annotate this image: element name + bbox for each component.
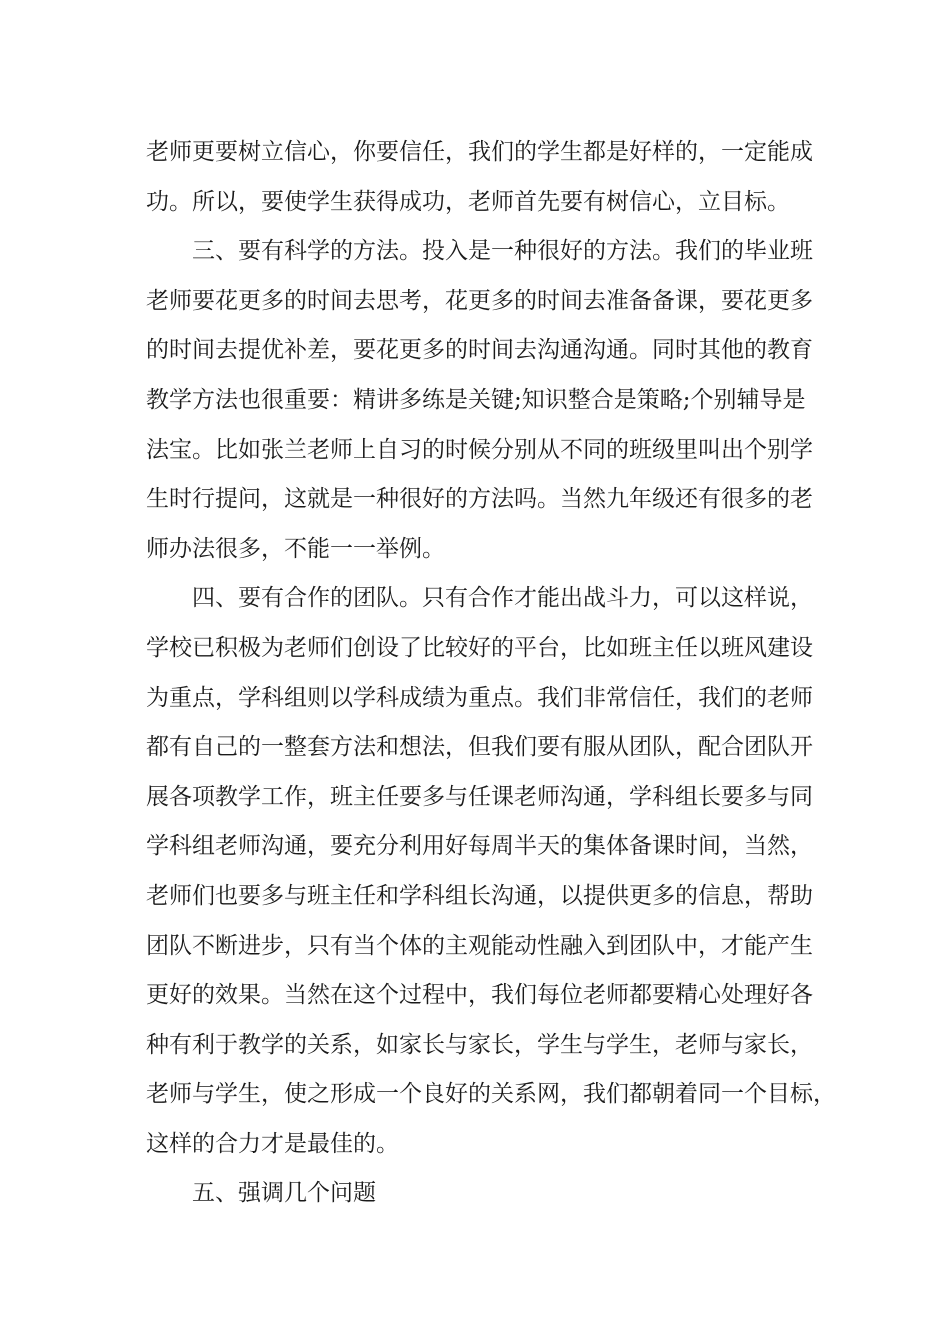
document-body <box>146 128 836 1219</box>
text-line: 生时行提问，这就是一种很好的方法吗。当然九年级还有很多的老 <box>146 486 813 513</box>
text-line: 更好的效果。当然在这个过程中，我们每位老师都要精心处理好各 <box>146 982 813 1009</box>
text-line: 四、要有合作的团队。只有合作才能出战斗力，可以这样说， <box>192 585 813 612</box>
text-line: 老师与学生，使之形成一个良好的关系网，我们都朝着同一个目标， <box>146 1081 836 1108</box>
text-line: 老师要花更多的时间去思考，花更多的时间去准备备课，要花更多 <box>146 287 813 314</box>
text-line: 展各项教学工作，班主任要多与任课老师沟通，学科组长要多与同 <box>146 783 813 810</box>
text-line: 种有利于教学的关系，如家长与家长，学生与学生，老师与家长， <box>146 1031 813 1058</box>
text-line: 功。所以，要使学生获得成功，老师首先要有树信心，立目标。 <box>146 188 790 215</box>
section-heading: 五、强调几个问题 <box>192 1180 376 1207</box>
text-line: 的时间去提优补差，要花更多的时间去沟通沟通。同时其他的教育 <box>146 337 813 364</box>
paragraph-2 <box>146 227 826 574</box>
paragraph-1 <box>146 128 826 227</box>
text-line: 这样的合力才是最佳的。 <box>146 1130 399 1157</box>
text-line: 学科组老师沟通，要充分利用好每周半天的集体备课时间，当然， <box>146 833 813 860</box>
text-line: 为重点，学科组则以学科成绩为重点。我们非常信任，我们的老师 <box>146 684 813 711</box>
paragraph-4 <box>146 1169 826 1219</box>
text-line: 师办法很多，不能一一举例。 <box>146 535 445 562</box>
text-line: 老师们也要多与班主任和学科组长沟通，以提供更多的信息，帮助 <box>146 882 813 909</box>
text-line: 三、要有科学的方法。投入是一种很好的方法。我们的毕业班 <box>192 238 813 265</box>
text-line: 学校已积极为老师们创设了比较好的平台，比如班主任以班风建设 <box>146 634 813 661</box>
text-line: 法宝。比如张兰老师上自习的时候分别从不同的班级里叫出个别学 <box>146 436 813 463</box>
text-line: 教学方法也很重要：精讲多练是关键;知识整合是策略;个别辅导是 <box>146 386 806 413</box>
paragraph-3 <box>146 574 836 1169</box>
text-line: 老师更要树立信心，你要信任，我们的学生都是好样的，一定能成 <box>146 139 813 165</box>
text-line: 团队不断进步，只有当个体的主观能动性融入到团队中，才能产生 <box>146 932 813 959</box>
text-line: 都有自己的一整套方法和想法，但我们要有服从团队，配合团队开 <box>146 734 813 761</box>
